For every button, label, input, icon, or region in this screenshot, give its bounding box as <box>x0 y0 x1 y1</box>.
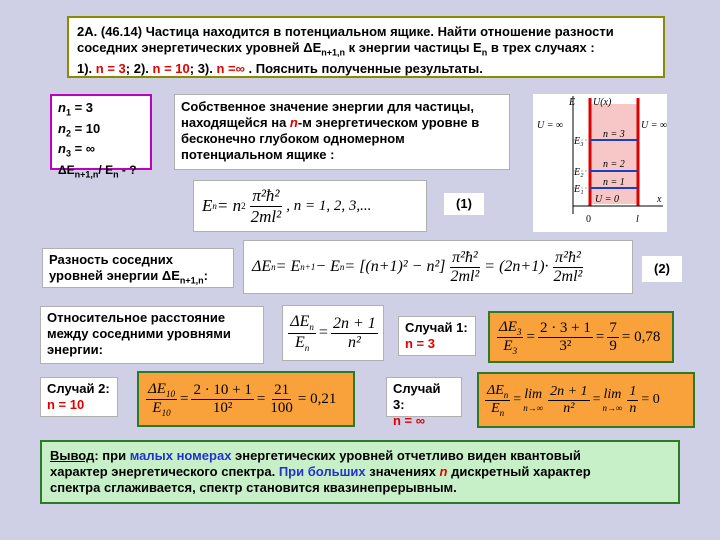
eigen-line-1: Собственное значение энергии для частицы, <box>181 99 474 114</box>
energy-diagram <box>533 94 667 232</box>
problem-line-2: соседних энергетических уровней $\Delta E_{n+1,n}$ к энергии частицы $E_n$ в трех случаях : <box>77 40 595 58</box>
formula-2-tag: (2) <box>642 256 682 282</box>
given-n2: $n_2 = 10$ <box>58 120 101 139</box>
diagram-e1: E₁ <box>574 184 584 195</box>
case-3-label-box <box>386 377 462 428</box>
case-1-label-box <box>398 316 476 356</box>
relative-line-1: Относительное расстояние <box>47 310 226 325</box>
diagram-e2: E₂ <box>574 167 584 178</box>
diagram-u-inf-right: U = ∞ <box>641 120 667 131</box>
conclusion-line-2: характер энергетического спектра. При больших значениях n дискретный характер <box>50 464 591 479</box>
diagram-axis-e: E <box>569 97 576 108</box>
difference-label-line-1: Разность соседних <box>49 252 173 267</box>
case-2-value: n = 10 <box>47 397 85 412</box>
case-2-formula: $\frac{\Delta E_{10}}{E_{10}}$ = $\frac{2 \cdot 10 + 1}{\text{10²}}$ = $\frac{21}{100}$ = 0,21 <box>137 371 355 427</box>
case-1-label: Случай 1: <box>405 320 468 335</box>
diagram-axis-u: U(x) <box>593 97 612 108</box>
relative-line-3: энергии: <box>47 342 103 357</box>
relative-label-box <box>40 306 264 364</box>
diagram-x: x <box>657 194 662 205</box>
formula-1-fraction: $\frac{\text{π²ħ²}}{\text{2ml²}}$ <box>250 185 282 226</box>
diagram-e3: E₃ <box>574 136 584 147</box>
conclusion-box <box>40 440 680 504</box>
diagram-n2: n = 2 <box>603 159 625 170</box>
formula-3-box: $\frac{\Delta E_n}{E_n}$ = $\frac{2n + 1}{\text{n²}}$ <box>282 305 384 361</box>
case-2-label: Случай 2: <box>47 381 110 396</box>
conclusion-line-3: спектра сглаживается, спектр становится квазинепрерывным. <box>50 480 457 495</box>
eigen-line-3: бесконечно глубоком одномерном <box>181 131 405 146</box>
problem-line-3: 1). n = 3; 2). n = 10; 3). n =∞ . Пояснить полученные результаты. <box>77 60 483 76</box>
formula-1-box: E n = n 2 $\frac{\text{π²ħ²}}{\text{2ml²}}$ , n = 1, 2, 3,... <box>193 180 427 232</box>
given-n1: $n_1 = 3$ <box>58 100 94 118</box>
energy-diagram-svg <box>533 94 667 232</box>
given-question: $\Delta E_{n+1,n}/$ $E_n$ - ? <box>58 162 137 180</box>
case-3-formula: $\frac{\Delta E_n}{E_n}$ = lim n→∞ $\frac{2n + 1}{\text{n²}}$ = lim n→∞ $\frac{1}{n}$ = 0 <box>477 372 695 428</box>
problem-line-1: 2А. (46.14) Частица находится в потенциальном ящике. Найти отношение разности <box>77 24 614 39</box>
case-3-value: n = ∞ <box>393 413 426 428</box>
formula-2-box: ΔE n = E n+1 − E n = [(n+1)² − n²] $\frac{\text{π²ħ²}}{\text{2ml²}}$ = (2n+1)· $\frac{\text{π²ħ²}}{\text{2ml²}}$ <box>243 240 633 294</box>
difference-label-box <box>42 248 234 288</box>
case-2-label-box <box>40 377 118 417</box>
case-1-formula: $\frac{\Delta E_3}{E_3}$ = $\frac{2 \cdot 3 + 1}{\text{3²}}$ = $\frac{7}{9}$ = 0,78 <box>488 311 674 363</box>
problem-box <box>67 16 665 78</box>
diagram-u-zero: U = 0 <box>595 194 619 205</box>
case-3-label: Случай 3: <box>393 381 441 412</box>
diagram-u-inf-left: U = ∞ <box>537 120 564 131</box>
formula-1-tag: (1) <box>444 193 484 215</box>
given-n3: $n_3$ = ∞ <box>58 141 96 159</box>
eigen-line-4: потенциальном ящике : <box>181 147 335 162</box>
case-1-value: n = 3 <box>405 336 435 351</box>
difference-label-line-2: уровней энергии $\Delta E_{n+1,n}$: <box>49 268 208 286</box>
conclusion-line-1: Вывод: при малых номерах энергетических уровней отчетливо виден квантовый <box>50 448 581 463</box>
given-box <box>50 94 152 180</box>
problem-number: 2А <box>77 24 94 39</box>
diagram-n3: n = 3 <box>603 129 625 140</box>
diagram-n1: n = 1 <box>603 177 625 188</box>
diagram-zero: 0 <box>586 214 591 225</box>
diagram-l: l <box>636 214 639 225</box>
relative-line-2: между соседними уровнями <box>47 326 231 341</box>
eigen-line-2: находящейся на n-м энергетическом уровне в <box>181 115 480 130</box>
eigen-box <box>174 94 510 170</box>
